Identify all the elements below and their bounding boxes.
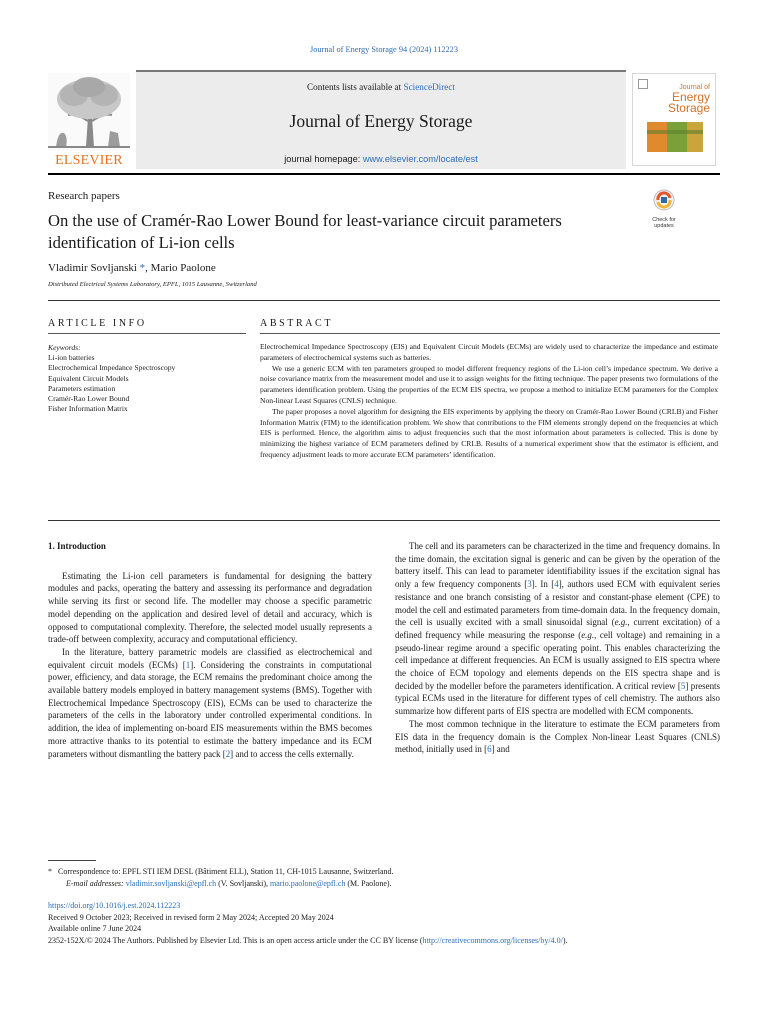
keywords-block bbox=[48, 343, 248, 414]
elsevier-tree-icon bbox=[48, 73, 130, 151]
text-run-italic: e.g. bbox=[614, 617, 628, 628]
email-owner: (M. Paolone). bbox=[345, 879, 392, 888]
body-paragraph bbox=[395, 718, 720, 756]
text-run: In the literature, battery parametric models are classified as electrochemical and equivalent circuit models (ECMs) [ bbox=[48, 646, 372, 670]
keywords-label: Keywords: bbox=[48, 343, 81, 352]
check-updates-label: Check for updates bbox=[652, 217, 676, 229]
info-rule bbox=[48, 300, 720, 301]
cover-art-icon bbox=[633, 74, 715, 165]
email-line bbox=[56, 878, 706, 890]
correspondence-line bbox=[48, 866, 706, 878]
affiliation: Distributed Electrical Systems Laboratory, EPFL, 1015 Lausanne, Switzerland bbox=[48, 281, 257, 288]
email-link[interactable]: vladimir.sovljanski@epfl.ch bbox=[125, 879, 217, 888]
homepage-prefix: journal homepage: bbox=[284, 154, 363, 164]
text-run: The most common technique in the literature to estimate the ECM parameters from EIS data in the frequency domain is the Complex Non-linear Least Squares (CNLS) method, initially used in [ bbox=[395, 718, 720, 755]
abstract-rule bbox=[48, 520, 720, 521]
article-info-heading: ARTICLE INFO bbox=[48, 318, 147, 329]
keyword: Fisher Information Matrix bbox=[48, 404, 128, 414]
journal-cover[interactable] bbox=[632, 73, 716, 166]
elsevier-wordmark: ELSEVIER bbox=[55, 153, 123, 168]
header-rule bbox=[48, 173, 720, 175]
journal-title: Journal of Energy Storage bbox=[289, 111, 473, 131]
elsevier-logo bbox=[48, 73, 130, 168]
author-1[interactable]: Vladimir Sovljanski bbox=[48, 262, 137, 274]
text-run: ], authors used ECM with equivalent series resistance and one branch consisting of a resistor and constant-phase element (CPE) to model the cell and estimated parameters from time-domain data. In the frequency domain, the cell is usually excited with a small sinusoidal signal ( bbox=[395, 579, 720, 628]
license-text: 2352-152X/© 2024 The Authors. Published by Elsevier Ltd. This is an open access article under the CC BY license ( bbox=[48, 935, 423, 945]
text-run: , current excitation) of a defined frequency while measuring the response ( bbox=[395, 617, 721, 640]
cover-title-line2: Storage bbox=[667, 101, 710, 115]
text-run: ] and bbox=[491, 744, 510, 755]
article-title-line1: On the use of Cramér-Rao Lower Bound for least-variance circuit parameters bbox=[48, 211, 562, 230]
text-run: , cell voltage) and remaining in a pseudo-linear regime around a specific operating point. This enables characterizing the cell impedance at different frequencies. An ECM is usually assigned to EIS spectra where the choice of ECM topology and elements depends on the EIS spectra shape and is decided by the modeller before the parameters identification. A critical review [ bbox=[395, 629, 720, 691]
footnote bbox=[48, 866, 706, 890]
received-dates: Received 9 October 2023; Received in revised form 2 May 2024; Accepted 20 May 2024 bbox=[48, 912, 334, 922]
article-title-line2: identification of Li-ion cells bbox=[48, 233, 235, 252]
keyword: Parameters estimation bbox=[48, 383, 116, 393]
journal-header bbox=[48, 70, 720, 167]
keyword: Li-ion batteries bbox=[48, 353, 95, 363]
keyword: Equivalent Circuit Models bbox=[48, 373, 129, 383]
check-updates-icon bbox=[648, 188, 680, 212]
check-for-updates-button[interactable] bbox=[648, 188, 680, 230]
abstract-underline bbox=[260, 333, 720, 334]
cover-small-text: Journal of bbox=[679, 84, 710, 91]
footnote-marker: * bbox=[48, 867, 52, 876]
journal-reference[interactable]: Journal of Energy Storage 94 (2024) 112223 bbox=[310, 45, 458, 54]
homepage-link[interactable]: www.elsevier.com/locate/est bbox=[362, 154, 478, 164]
online-date: Available online 7 June 2024 bbox=[48, 924, 142, 933]
license-line bbox=[48, 935, 728, 947]
keyword: Cramér-Rao Lower Bound bbox=[48, 394, 130, 404]
citation-link[interactable]: 5 bbox=[680, 680, 686, 691]
article-title bbox=[48, 210, 638, 254]
citation-link[interactable]: 2 bbox=[225, 748, 231, 759]
citation-link[interactable]: 3 bbox=[527, 579, 532, 590]
abstract-heading: ABSTRACT bbox=[260, 318, 334, 329]
correspondence-text: Correspondence to: EPFL STI IEM DESL (Bâtiment ELL), Station 11, CH-1015 Lausanne, Switzerland. bbox=[58, 867, 394, 876]
publication-info bbox=[48, 900, 728, 946]
footnote-rule bbox=[48, 860, 96, 861]
body-paragraph bbox=[48, 646, 372, 760]
doi-link[interactable]: https://doi.org/10.1016/j.est.2024.112223 bbox=[48, 901, 181, 910]
body-column-right bbox=[395, 540, 720, 756]
body-paragraph bbox=[395, 540, 720, 718]
email-link[interactable]: mario.paolone@epfl.ch bbox=[270, 879, 346, 888]
abstract-paragraph: The paper proposes a novel algorithm for designing the EIS experiments by applying the theory on Cramér-Rao Lower Bound (CRLB) and Fisher Information Matrix (FIM) to the identification problem. We show that contributions to the FIM elements strongly depend on the frequencies at which EIS is performed. Hence, the algorithm aims to adjust frequencies such that the most information about parameters is collected. This is done by minimizing the highest variance of ECM parameters defined by CRLB. Results of a numerical experiment show that the estimator is efficient, and frequency adjustment leads to more accurate ECM parameters’ identification. bbox=[260, 406, 718, 459]
contents-line bbox=[136, 82, 626, 92]
homepage-line bbox=[136, 154, 626, 164]
article-section-label: Research papers bbox=[48, 190, 120, 202]
license-suffix: ). bbox=[562, 935, 568, 945]
keyword: Electrochemical Impedance Spectroscopy bbox=[48, 363, 176, 373]
email-label: E-mail addresses: bbox=[66, 879, 124, 888]
text-run-italic: e.g. bbox=[581, 629, 595, 640]
text-run: Estimating the Li-ion cell parameters is fundamental for designing the battery modules and packs, operating the battery and assessing its performance and degradation while serving its first or second life. The modeller may choose a specific parametric model depending on the application and desired level of detail and accuracy, which is opposed to computational complexity. Therefore, the selected model usually represents a trade-off between complexity, accuracy and computational efficiency. bbox=[48, 570, 372, 645]
header-center-panel bbox=[136, 70, 626, 169]
body-column-left bbox=[48, 540, 372, 760]
abstract-paragraph: We use a generic ECM with ten parameters grouped to model different frequency regions of the Li-ion cell’s impedance spectrum. We derive a noise covariance matrix from the measurement model and use it to assign weights for the fitting technique. The paper presents two formulations of the parameters identification problem. Using the properties of the ECM EIS spectra, we propose a method to initialize ECM parameters for the Complex Non-linear Least Squares (CNLS) technique. bbox=[260, 363, 718, 405]
text-run: ]. In [ bbox=[531, 579, 555, 590]
abstract-paragraph: Electrochemical Impedance Spectroscopy (EIS) and Equivalent Circuit Models (ECMs) are widely used to characterize the impedance and estimate parameters of electrochemical systems such as batteries. bbox=[260, 342, 718, 362]
text-run: ]. Considering the constraints in computational power, efficiency, and data storage, the ECM remains the predominant choice among the available battery models employed in battery management systems (BMS). Together with Electrochemical Impedance Spectroscopy (EIS), ECMs can be used to characterize the parameters of the cells in the laboratory under controlled experimental conditions. In addition, the idea of implementing on-board EIS measurements within the BMS becomes more attractive thanks to its potential to estimate the battery impedance and its ECM parameters without dismantling the battery pack [ bbox=[48, 659, 372, 759]
license-link[interactable]: http://creativecommons.org/licenses/by/4.0/ bbox=[422, 935, 563, 945]
article-info-underline bbox=[48, 333, 246, 334]
authors bbox=[48, 262, 216, 274]
cover-title-line1: Energy bbox=[671, 90, 710, 104]
sciencedirect-link[interactable]: ScienceDirect bbox=[403, 82, 455, 92]
contents-prefix: Contents lists available at bbox=[307, 82, 404, 92]
text-run: ] and to access the cells externally. bbox=[230, 748, 354, 759]
introduction-heading: 1. Introduction bbox=[48, 541, 106, 551]
abstract-body bbox=[260, 342, 718, 461]
text-run: The cell and its parameters can be characterized in the time and frequency domains. In the time domain, the excitation signal is generic and can be given by the operation of the battery itself. This can lead to parameter identifiability issues if the excitation signal has only a few frequency components [ bbox=[395, 541, 720, 590]
text-run: ] presents typical ECMs used in the literature for different types of cell chemistry. The authors also summarize how different parts of EIS spectra are modelled with ECM components. bbox=[395, 680, 721, 717]
citation-link[interactable]: 4 bbox=[554, 579, 559, 590]
email-owner: (V. Sovljanski), bbox=[216, 879, 271, 888]
citation-link[interactable]: 6 bbox=[487, 744, 492, 755]
corresponding-marker[interactable]: * bbox=[136, 262, 146, 274]
body-paragraph bbox=[48, 570, 372, 646]
citation-link[interactable]: 1 bbox=[185, 659, 191, 670]
author-2[interactable]: , Mario Paolone bbox=[145, 262, 216, 274]
